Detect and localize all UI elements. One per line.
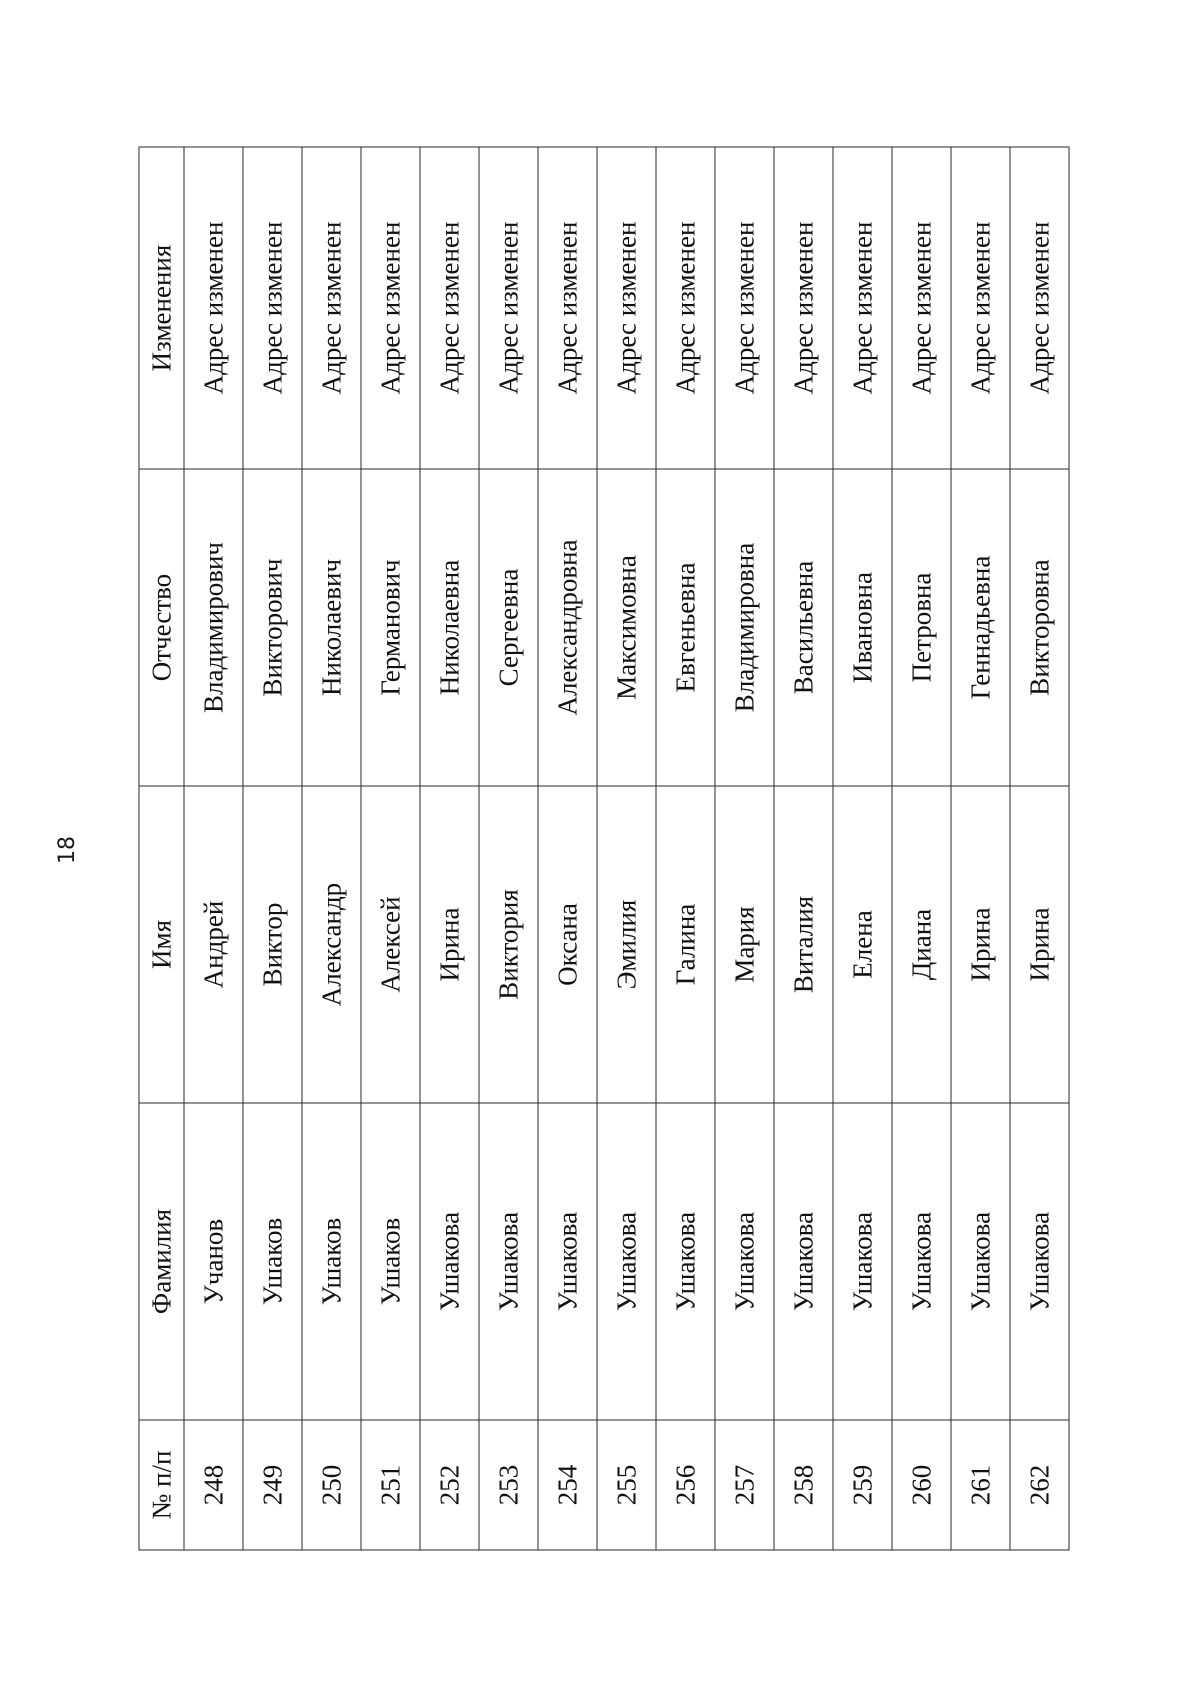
cell-number: 259 — [833, 1420, 892, 1550]
cell-number: 254 — [538, 1420, 597, 1550]
cell-changes: Адрес изменен — [184, 147, 243, 469]
cell-changes: Адрес изменен — [420, 147, 479, 469]
cell-patronymic: Николаевна — [420, 469, 479, 786]
table-row — [833, 147, 892, 1550]
table-row — [243, 147, 302, 1550]
cell-changes: Адрес изменен — [1010, 147, 1069, 469]
table-row — [184, 147, 243, 1550]
cell-number: 253 — [479, 1420, 538, 1550]
cell-number: 249 — [243, 1420, 302, 1550]
cell-surname: Ушакова — [715, 1103, 774, 1420]
column-header-surname: Фамилия — [139, 1103, 184, 1420]
cell-changes: Адрес изменен — [538, 147, 597, 469]
cell-changes: Адрес изменен — [892, 147, 951, 469]
cell-changes: Адрес изменен — [302, 147, 361, 469]
cell-first-name: Ирина — [1010, 786, 1069, 1103]
cell-changes: Адрес изменен — [833, 147, 892, 469]
cell-patronymic: Геннадьевна — [951, 469, 1010, 786]
cell-first-name: Виталия — [774, 786, 833, 1103]
cell-number: 251 — [361, 1420, 420, 1550]
cell-surname: Ушаков — [361, 1103, 420, 1420]
cell-number: 252 — [420, 1420, 479, 1550]
cell-surname: Ушакова — [420, 1103, 479, 1420]
cell-number: 262 — [1010, 1420, 1069, 1550]
cell-changes: Адрес изменен — [774, 147, 833, 469]
cell-patronymic: Васильевна — [774, 469, 833, 786]
table-row — [951, 147, 1010, 1550]
header-row — [139, 147, 184, 1550]
cell-first-name: Эмилия — [597, 786, 656, 1103]
cell-first-name: Виктория — [479, 786, 538, 1103]
cell-surname: Ушаков — [302, 1103, 361, 1420]
registry-table-container — [138, 148, 1066, 1551]
table-body — [184, 147, 1069, 1550]
cell-patronymic: Владимировна — [715, 469, 774, 786]
cell-patronymic: Максимовна — [597, 469, 656, 786]
column-header-patronymic: Отчество — [139, 469, 184, 786]
cell-first-name: Виктор — [243, 786, 302, 1103]
table-header — [139, 147, 184, 1550]
table-row — [597, 147, 656, 1550]
table-row — [1010, 147, 1069, 1550]
cell-patronymic: Викторович — [243, 469, 302, 786]
cell-first-name: Андрей — [184, 786, 243, 1103]
table-row — [715, 147, 774, 1550]
cell-patronymic: Евгеньевна — [656, 469, 715, 786]
cell-patronymic: Николаевич — [302, 469, 361, 786]
cell-number: 256 — [656, 1420, 715, 1550]
cell-changes: Адрес изменен — [479, 147, 538, 469]
cell-surname: Ушакова — [951, 1103, 1010, 1420]
cell-surname: Ушакова — [892, 1103, 951, 1420]
cell-first-name: Ирина — [420, 786, 479, 1103]
cell-changes: Адрес изменен — [951, 147, 1010, 469]
cell-surname: Ушакова — [774, 1103, 833, 1420]
table-row — [774, 147, 833, 1550]
cell-changes: Адрес изменен — [715, 147, 774, 469]
cell-surname: Ушакова — [833, 1103, 892, 1420]
cell-number: 257 — [715, 1420, 774, 1550]
cell-patronymic: Ивановна — [833, 469, 892, 786]
cell-number: 248 — [184, 1420, 243, 1550]
table-row — [302, 147, 361, 1550]
cell-number: 255 — [597, 1420, 656, 1550]
table-row — [656, 147, 715, 1550]
cell-first-name: Елена — [833, 786, 892, 1103]
table-row — [538, 147, 597, 1550]
cell-number: 250 — [302, 1420, 361, 1550]
column-header-number: № п/п — [139, 1420, 184, 1550]
cell-surname: Ушакова — [1010, 1103, 1069, 1420]
cell-surname: Ушакова — [538, 1103, 597, 1420]
cell-first-name: Галина — [656, 786, 715, 1103]
page-number: 18 — [55, 836, 80, 864]
cell-surname: Ушакова — [479, 1103, 538, 1420]
cell-surname: Ушакова — [597, 1103, 656, 1420]
cell-first-name: Александр — [302, 786, 361, 1103]
cell-surname: Ушакова — [656, 1103, 715, 1420]
table-row — [479, 147, 538, 1550]
cell-patronymic: Владимирович — [184, 469, 243, 786]
cell-number: 258 — [774, 1420, 833, 1550]
cell-first-name: Диана — [892, 786, 951, 1103]
cell-first-name: Ирина — [951, 786, 1010, 1103]
cell-patronymic: Александровна — [538, 469, 597, 786]
cell-patronymic: Петровна — [892, 469, 951, 786]
cell-surname: Ушаков — [243, 1103, 302, 1420]
table-row — [361, 147, 420, 1550]
cell-changes: Адрес изменен — [597, 147, 656, 469]
cell-first-name: Оксана — [538, 786, 597, 1103]
table-row — [420, 147, 479, 1550]
column-header-first-name: Имя — [139, 786, 184, 1103]
cell-first-name: Мария — [715, 786, 774, 1103]
cell-patronymic: Викторовна — [1010, 469, 1069, 786]
cell-first-name: Алексей — [361, 786, 420, 1103]
cell-patronymic: Сергеевна — [479, 469, 538, 786]
cell-number: 261 — [951, 1420, 1010, 1550]
cell-number: 260 — [892, 1420, 951, 1550]
cell-changes: Адрес изменен — [243, 147, 302, 469]
table-row — [892, 147, 951, 1550]
cell-changes: Адрес изменен — [361, 147, 420, 469]
registry-table — [138, 147, 1069, 1551]
column-header-changes: Изменения — [139, 147, 184, 469]
cell-patronymic: Германович — [361, 469, 420, 786]
cell-changes: Адрес изменен — [656, 147, 715, 469]
cell-surname: Учанов — [184, 1103, 243, 1420]
